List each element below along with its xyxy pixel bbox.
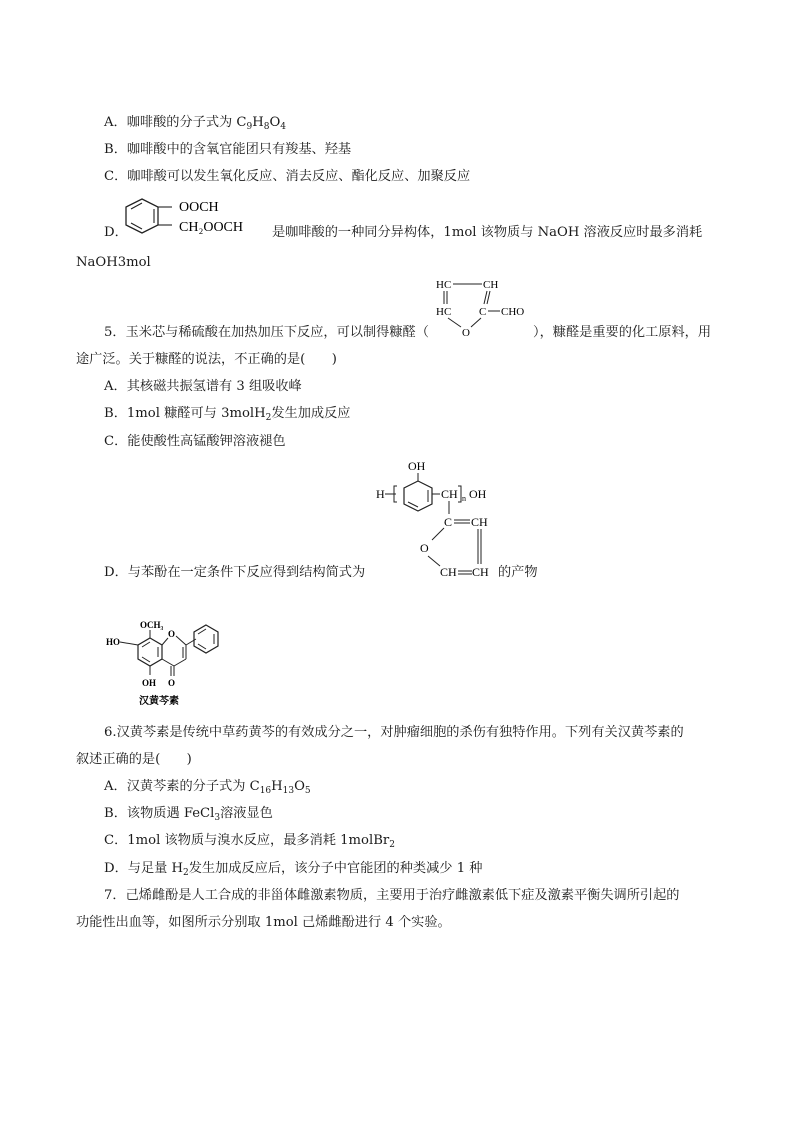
- q4-structure-diagram: [124, 195, 274, 241]
- q5-stem-a: 5．玉米芯与稀硫酸在加热加压下反应，可以制得糠醛（: [104, 325, 429, 340]
- q5-option-d-b: 的产物: [498, 565, 538, 580]
- wogonin-ring-o: O: [168, 629, 176, 639]
- q4-option-a: A．咖啡酸的分子式为 $C_9H_8O_4$: [104, 115, 287, 132]
- polymer-ch-bottom-right: CH: [472, 565, 489, 579]
- q5-option-c: C．能使酸性高锰酸钾溶液褪色: [104, 434, 286, 449]
- polymer-o: O: [420, 541, 429, 555]
- q4-option-c: C．咖啡酸可以发生氧化反应、消去反应、酯化反应、加聚反应: [104, 169, 471, 184]
- polymer-n: n: [462, 494, 466, 503]
- q7-stem: 7．己烯雌酚是人工合成的非甾体雌激素物质，主要用于治疗雌激素低下症及激素平衡失调所引起的: [104, 888, 680, 903]
- furfural-o: O: [462, 327, 470, 337]
- q5-option-a: A．其核磁共振氢谱有 3 组吸收峰: [104, 379, 302, 394]
- q6-stem-line2: 叙述正确的是( ): [76, 752, 192, 767]
- q4-option-d-label: D．: [104, 225, 128, 240]
- q6-stem: 6.汉黄芩素是传统中草药黄芩的有效成分之一，对肿瘤细胞的杀伤有独特作用。下列有关汉黄芩素的: [104, 725, 684, 740]
- furfural-ch-top: CH: [483, 279, 499, 291]
- polymer-structure: [374, 456, 514, 580]
- q4-struct-bottom-label: CH₂OOCH: [179, 220, 243, 235]
- wogonin-structure: [102, 618, 232, 710]
- furfural-structure: [434, 277, 544, 337]
- polymer-c: C: [444, 515, 453, 529]
- polymer-h: H: [376, 487, 385, 501]
- q6-option-c: C．1mol 该物质与溴水反应，最多消耗 1molBr$_2$: [104, 833, 395, 850]
- wogonin-oh: OH: [142, 678, 157, 688]
- furfural-hc-top: HC: [436, 279, 452, 291]
- q6-option-d: D．与足量 $H_2$发生加成反应后，该分子中官能团的种类减少 1 种: [104, 861, 483, 878]
- polymer-ch-bottom-left: CH: [440, 565, 457, 579]
- furfural-hc-bottom: HC: [436, 306, 452, 318]
- polymer-ch-right: CH: [471, 515, 488, 529]
- q6-option-a: A．汉黄芩素的分子式为 $C_{16}H_{13}O_5$: [104, 779, 311, 796]
- q4-option-b: B．咖啡酸中的含氧官能团只有羧基、羟基: [104, 142, 352, 157]
- q5-option-b: B．1mol 糠醛可与 3molH$_2$发生加成反应: [104, 406, 351, 423]
- wogonin-och3: OCH₃: [140, 620, 164, 630]
- furfural-c: C: [479, 306, 487, 318]
- q4-option-d-text: 是咖啡酸的一种同分异构体，1mol 该物质与 NaOH 溶液反应时最多消耗: [272, 225, 703, 240]
- q5-stem-b: ），糠醛是重要的化工原料，用: [533, 325, 712, 340]
- q7-stem-line2: 功能性出血等，如图所示分别取 1mol 己烯雌酚进行 4 个实验。: [76, 915, 451, 930]
- q4-option-d-text2: NaOH3mol: [76, 255, 151, 270]
- q5-option-d-a: D．与苯酚在一定条件下反应得到结构简式为: [104, 565, 366, 580]
- polymer-oh-top: OH: [408, 459, 426, 473]
- q4-struct-top-label: OOCH: [179, 200, 219, 215]
- wogonin-ho: HO: [106, 637, 121, 647]
- wogonin-keto-o: O: [168, 678, 176, 688]
- polymer-ch: CH: [441, 487, 458, 501]
- q6-option-b: B．该物质遇 FeCl$_3$溶液显色: [104, 806, 273, 823]
- polymer-oh-end: OH: [469, 487, 487, 501]
- furfural-cho: CHO: [501, 306, 525, 318]
- q5-stem-line2: 途广泛。关于糠醛的说法，不正确的是( ): [76, 352, 337, 367]
- wogonin-caption: 汉黄芩素: [139, 696, 179, 707]
